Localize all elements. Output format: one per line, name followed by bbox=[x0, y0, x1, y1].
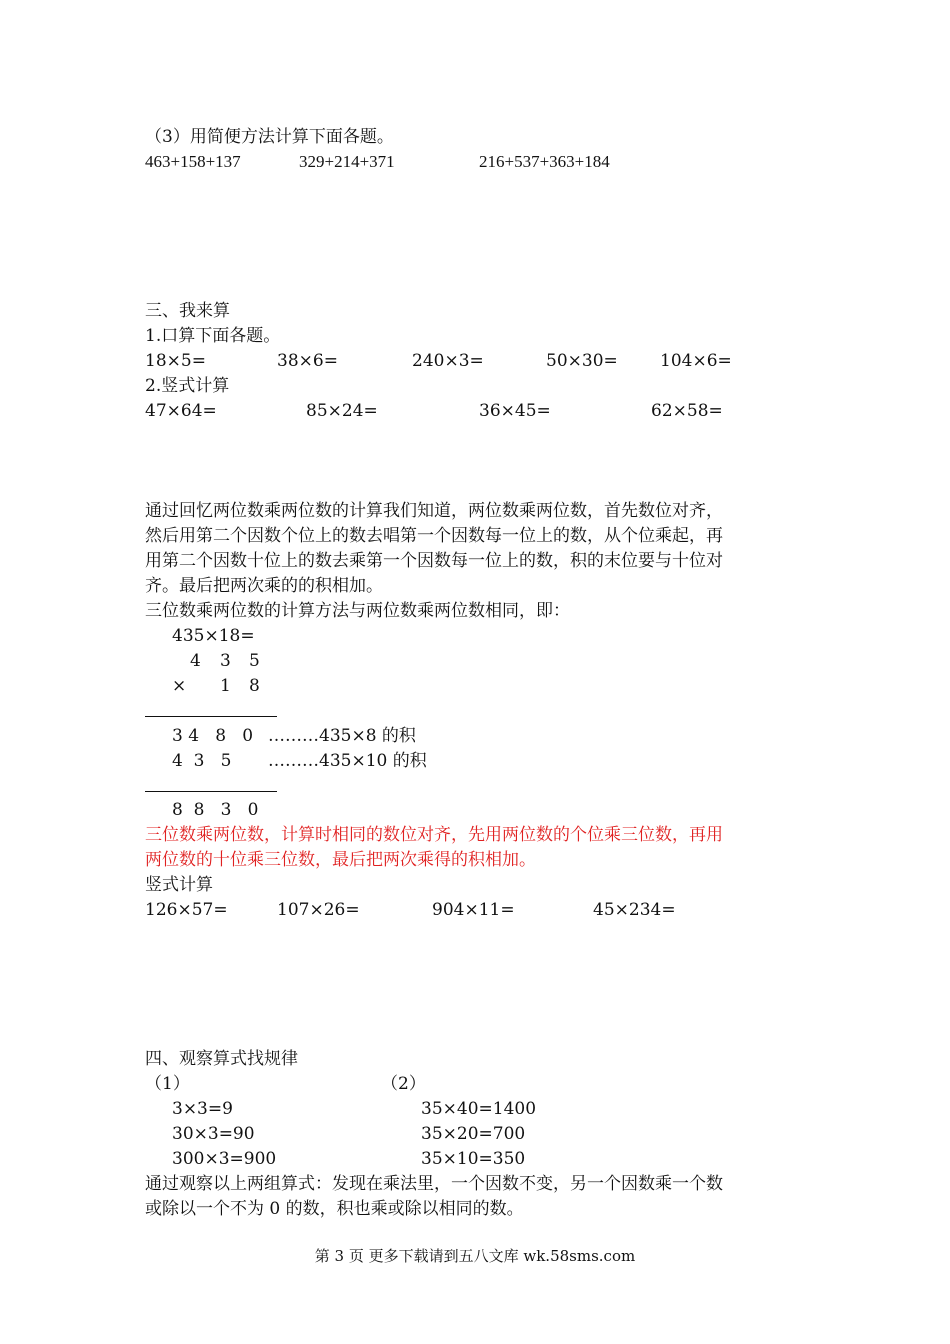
group-2-item: 35×20=700 bbox=[421, 1124, 526, 1144]
section-four-title: 四、观察算式找规律 bbox=[145, 1049, 298, 1069]
section-three-title: 三、我来算 bbox=[145, 301, 230, 321]
q1-item: 104×6= bbox=[660, 351, 732, 371]
problem-2: 329+214+371 bbox=[299, 152, 395, 171]
q2-label: 2.竖式计算 bbox=[145, 376, 230, 396]
multiplicand-digit: 5 bbox=[249, 651, 260, 671]
problem-3: 216+537+363+184 bbox=[479, 152, 610, 171]
explanation-line: 然后用第二个因数个位上的数去唱第一个因数每一位上的数，从个位乘起，再 bbox=[145, 526, 723, 546]
calc-rule-line bbox=[145, 716, 277, 717]
practice-label: 竖式计算 bbox=[145, 875, 213, 895]
group-1-item: 300×3=900 bbox=[172, 1149, 277, 1169]
q1-label: 1.口算下面各题。 bbox=[145, 326, 281, 346]
q2-item: 36×45= bbox=[479, 401, 551, 421]
practice-item: 126×57= bbox=[145, 900, 228, 920]
q2-item: 47×64= bbox=[145, 401, 217, 421]
explanation-line: 用第二个因数十位上的数去乘第一个因数每一位上的数，积的末位要与十位对 bbox=[145, 551, 723, 571]
group-1-item: 3×3=9 bbox=[172, 1099, 233, 1119]
multiply-sign: × bbox=[172, 676, 187, 696]
explanation-line: 齐。最后把两次乘的的积相加。 bbox=[145, 576, 383, 596]
problem-1: 463+158+137 bbox=[145, 152, 241, 171]
multiplier-digit: 8 bbox=[249, 676, 260, 696]
partial-note-1: ………435×8 的积 bbox=[268, 726, 416, 746]
vertical-expression: 435×18= bbox=[172, 626, 255, 646]
q2-item: 85×24= bbox=[306, 401, 378, 421]
multiplicand-digit: 3 bbox=[220, 651, 231, 671]
group-1-label: （1） bbox=[145, 1074, 190, 1094]
final-product: 8 8 3 0 bbox=[172, 800, 259, 820]
explanation-line: 三位数乘两位数的计算方法与两位数乘两位数相同，即： bbox=[145, 601, 570, 621]
conclusion-line: 或除以一个不为 0 的数，积也乘或除以相同的数。 bbox=[145, 1199, 524, 1219]
group-2-item: 35×10=350 bbox=[421, 1149, 526, 1169]
explanation-line: 通过回忆两位数乘两位数的计算我们知道，两位数乘两位数，首先数位对齐， bbox=[145, 501, 723, 521]
section-3-heading: （3）用简便方法计算下面各题。 bbox=[145, 127, 394, 147]
conclusion-line: 通过观察以上两组算式：发现在乘法里，一个因数不变，另一个因数乘一个数 bbox=[145, 1174, 723, 1194]
q1-item: 240×3= bbox=[412, 351, 484, 371]
group-2-item: 35×40=1400 bbox=[421, 1099, 537, 1119]
q2-item: 62×58= bbox=[651, 401, 723, 421]
q1-item: 18×5= bbox=[145, 351, 206, 371]
multiplier-digit: 1 bbox=[220, 676, 231, 696]
partial-product-1: 3 4 8 0 bbox=[172, 726, 254, 746]
practice-item: 45×234= bbox=[593, 900, 676, 920]
partial-product-2: 4 3 5 bbox=[172, 751, 232, 771]
practice-item: 107×26= bbox=[277, 900, 360, 920]
calc-rule-line bbox=[145, 791, 277, 792]
rule-line: 三位数乘两位数，计算时相同的数位对齐，先用两位数的个位乘三位数，再用 bbox=[145, 825, 723, 845]
q1-item: 50×30= bbox=[546, 351, 618, 371]
multiplicand-digit: 4 bbox=[190, 651, 201, 671]
practice-item: 904×11= bbox=[432, 900, 515, 920]
q1-item: 38×6= bbox=[277, 351, 338, 371]
group-1-item: 30×3=90 bbox=[172, 1124, 255, 1144]
rule-line: 两位数的十位乘三位数，最后把两次乘得的积相加。 bbox=[145, 850, 536, 870]
page-footer: 第 3 页 更多下载请到五八文库 wk.58sms.com bbox=[314, 1247, 636, 1265]
group-2-label: （2） bbox=[381, 1074, 426, 1094]
partial-note-2: ………435×10 的积 bbox=[268, 751, 427, 771]
